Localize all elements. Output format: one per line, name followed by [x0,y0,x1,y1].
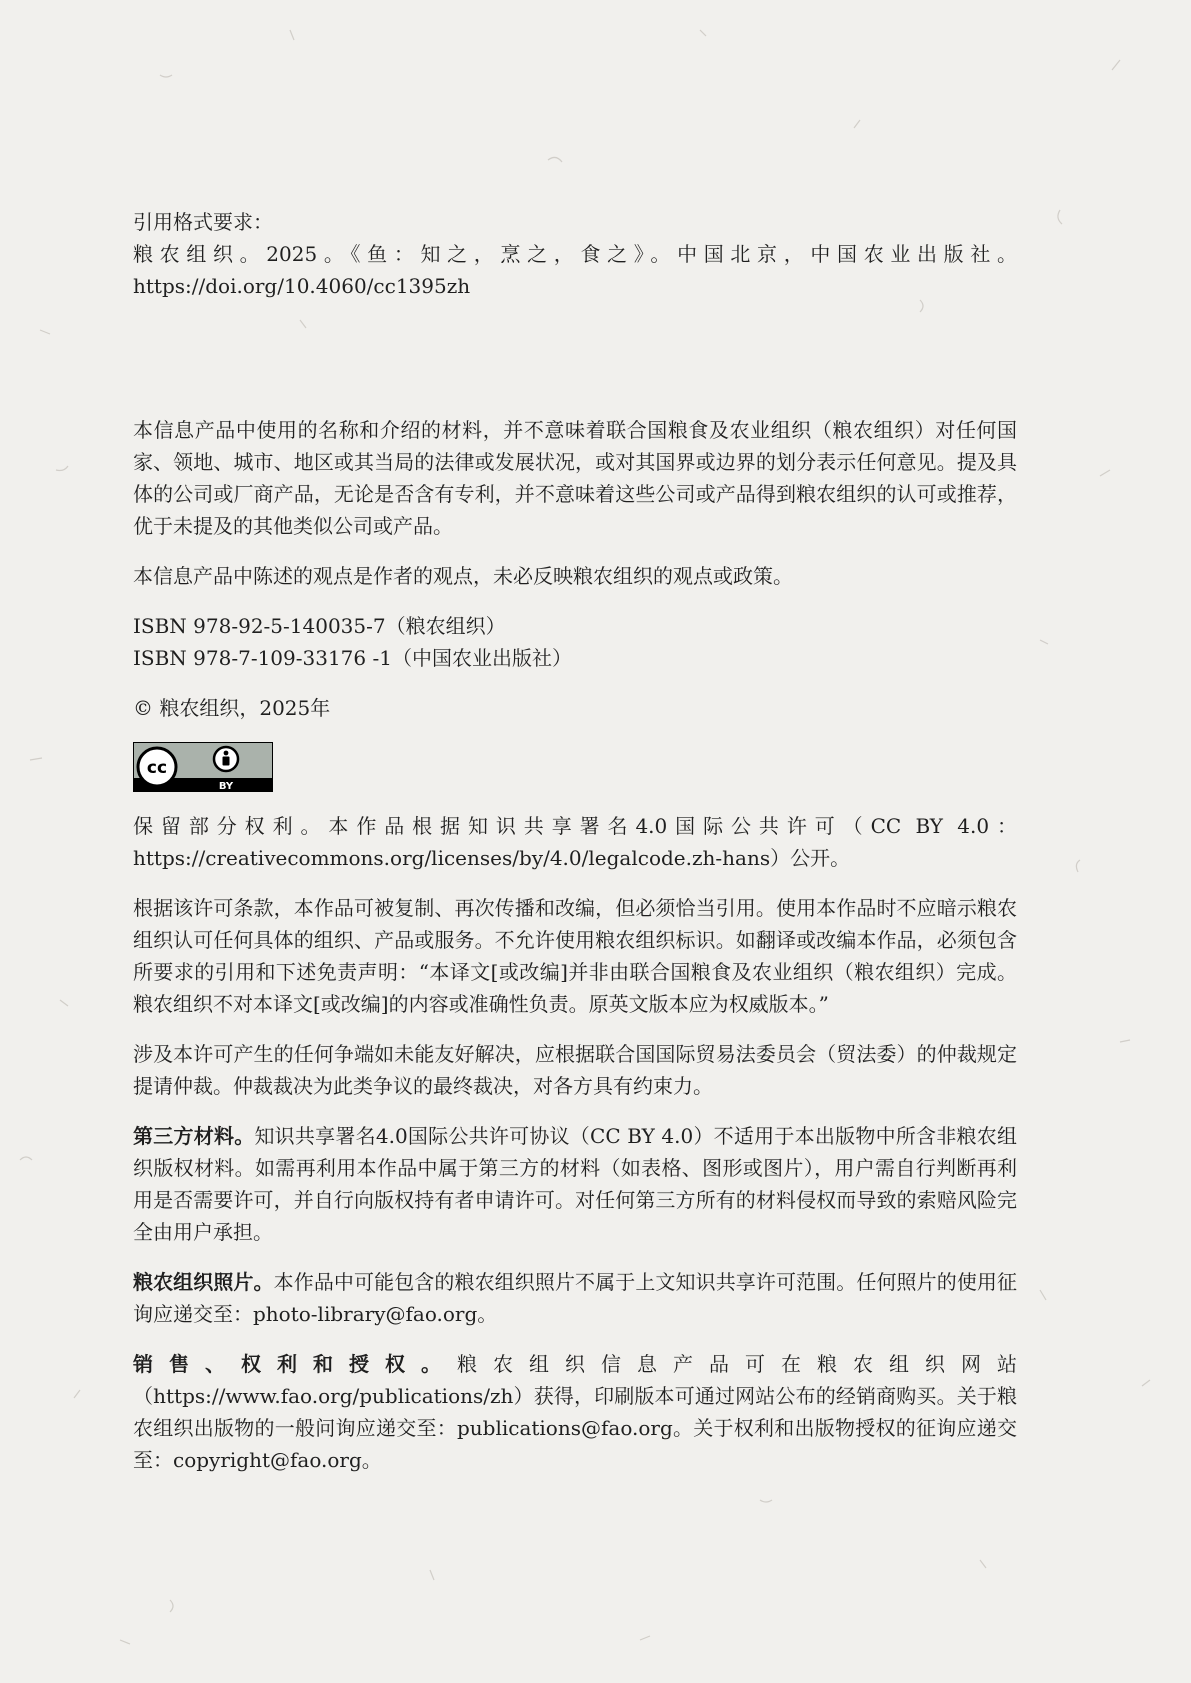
license-paragraph-2: 根据该许可条款，本作品可被复制、再次传播和改编，但必须恰当引用。使用本作品时不应暗示粮农组织认可任何具体的组织、产品或服务。不允许使用粮农组织标识。如翻译或改编本作品，必须包含所要求的引用和下述免责声明：“本译文[或改编]并非由联合国粮食及农业组织（粮农组织）完成。粮农组织不对本译文[或改编]的内容或准确性负责。原英文版本应为权威版本。” [133,896,1017,1016]
license-paragraph-1: 保留部分权利。本作品根据知识共享署名4.0国际公共许可（CC BY 4.0：https://creativecommons.org/licenses/by/4.0/legalcode.zh-hans）公开。 [133,814,1017,870]
copyright-line: © 粮农组织，2025年 [133,696,331,720]
by-label: BY [218,781,234,792]
sales-paragraph [133,1348,1017,1476]
citation-text: 粮农组织。2025。《鱼：知之，烹之，食之》。中国北京，中国农业出版社。https://doi.org/10.4060/cc1395zh [133,242,1017,298]
svg-text:cc: cc [146,758,168,778]
photos-label: 粮农组织照片。 [133,1270,274,1294]
photos-paragraph [133,1266,1017,1330]
disclaimer-paragraph-2: 本信息产品中陈述的观点是作者的观点，未必反映粮农组织的观点或政策。 [133,564,793,588]
isbn-fao: ISBN 978-92-5-140035-7（粮农组织） [133,614,506,638]
sales-label: 销售、权利和授权。 [133,1352,457,1376]
disclaimer-paragraph-1: 本信息产品中使用的名称和介绍的材料，并不意味着联合国粮食及农业组织（粮农组织）对任何国家、领地、城市、地区或其当局的法律或发展状况，或对其国界或边界的划分表示任何意见。提及具体的公司或厂商产品，无论是否含有专利，并不意味着这些公司或产品得到粮农组织的认可或推荐，优于未提及的其他类似公司或产品。 [133,418,1017,538]
cc-by-license-badge [133,742,273,792]
photos-text: 本作品中可能包含的粮农组织照片不属于上文知识共享许可范围。任何照片的使用征询应递交至：photo-library@fao.org。 [133,1270,1018,1326]
third-party-paragraph [133,1120,1017,1248]
isbn-block [133,610,1017,674]
copyright-page [133,206,1017,1476]
isbn-china: ISBN 978-7-109-33176 -1（中国农业出版社） [133,646,572,670]
citation-heading: 引用格式要求： [133,210,273,234]
third-party-label: 第三方材料。 [133,1124,255,1148]
third-party-text: 知识共享署名4.0国际公共许可协议（CC BY 4.0）不适用于本出版物中所含非粮农组织版权材料。如需再利用本作品中属于第三方的材料（如表格、图形或图片），用户需自行判断再利用是否需要许可，并自行向版权持有者申请许可。对任何第三方所有的材料侵权而导致的索赔风险完全由用户承担。 [133,1124,1018,1244]
license-paragraph-3: 涉及本许可产生的任何争端如未能友好解决，应根据联合国国际贸易法委员会（贸法委）的仲裁规定提请仲裁。仲裁裁决为此类争议的最终裁决，对各方具有约束力。 [133,1042,1017,1098]
sales-text: 粮农组织信息产品可在粮农组织网站（https://www.fao.org/publications/zh）获得，印刷版本可通过网站公布的经销商购买。关于粮农组织出版物的一般问询应递交至：publications@fao.org。关于权利和出版物授权的征询应递交至：copyright@fao.org。 [133,1352,1017,1472]
